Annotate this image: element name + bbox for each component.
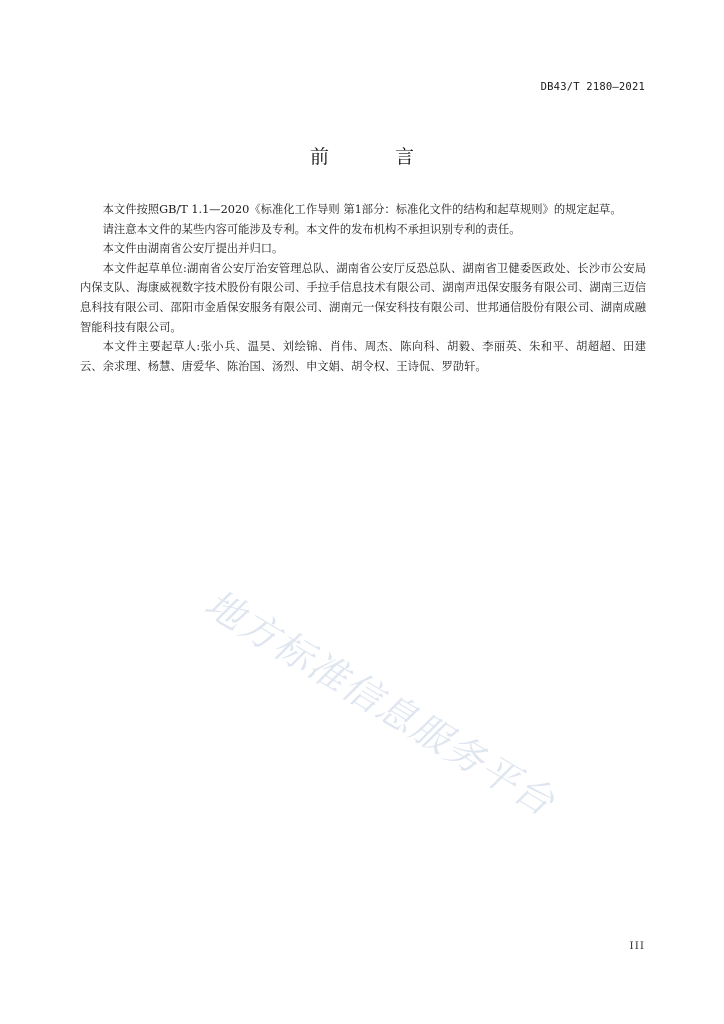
foreword-body — [80, 200, 646, 376]
page-number: III — [629, 940, 645, 952]
paragraph-drafters: 本文件主要起草人:张小兵、温昊、刘绘锦、肖伟、周杰、陈向科、胡毅、李丽英、朱和平、胡超超、田建云、余求理、杨慧、唐爱华、陈治国、汤烈、申文娟、胡令权、王诗侃、罗劭轩。 — [80, 340, 646, 373]
paragraph-drafting-units: 本文件起草单位:湖南省公安厅治安管理总队、湖南省公安厅反恐总队、湖南省卫健委医政处、长沙市公安局内保支队、海康威视数字技术股份有限公司、手拉手信息技术有限公司、湖南声迅保安服务有限公司、湖南三迈信息科技有限公司、邵阳市金盾保安服务有限公司、湖南元一保安科技有限公司、世邦通信股份有限公司、湖南成融智能科技有限公司。 — [80, 261, 646, 334]
paragraph-drafting-rules: 本文件按照GB/T 1.1—2020《标准化工作导则 第1部分：标准化文件的结构和起草规则》的规定起草。 — [102, 203, 622, 216]
paragraph-proposer: 本文件由湖南省公安厅提出并归口。 — [102, 242, 284, 256]
paragraph-patent-notice: 请注意本文件的某些内容可能涉及专利。本文件的发布机构不承担识别专利的责任。 — [102, 222, 521, 236]
watermark: 地方标准信息服务平台 — [197, 581, 563, 825]
page-title: 前 言 — [309, 146, 445, 168]
standard-code: DB43/T 2180—2021 — [540, 81, 645, 93]
